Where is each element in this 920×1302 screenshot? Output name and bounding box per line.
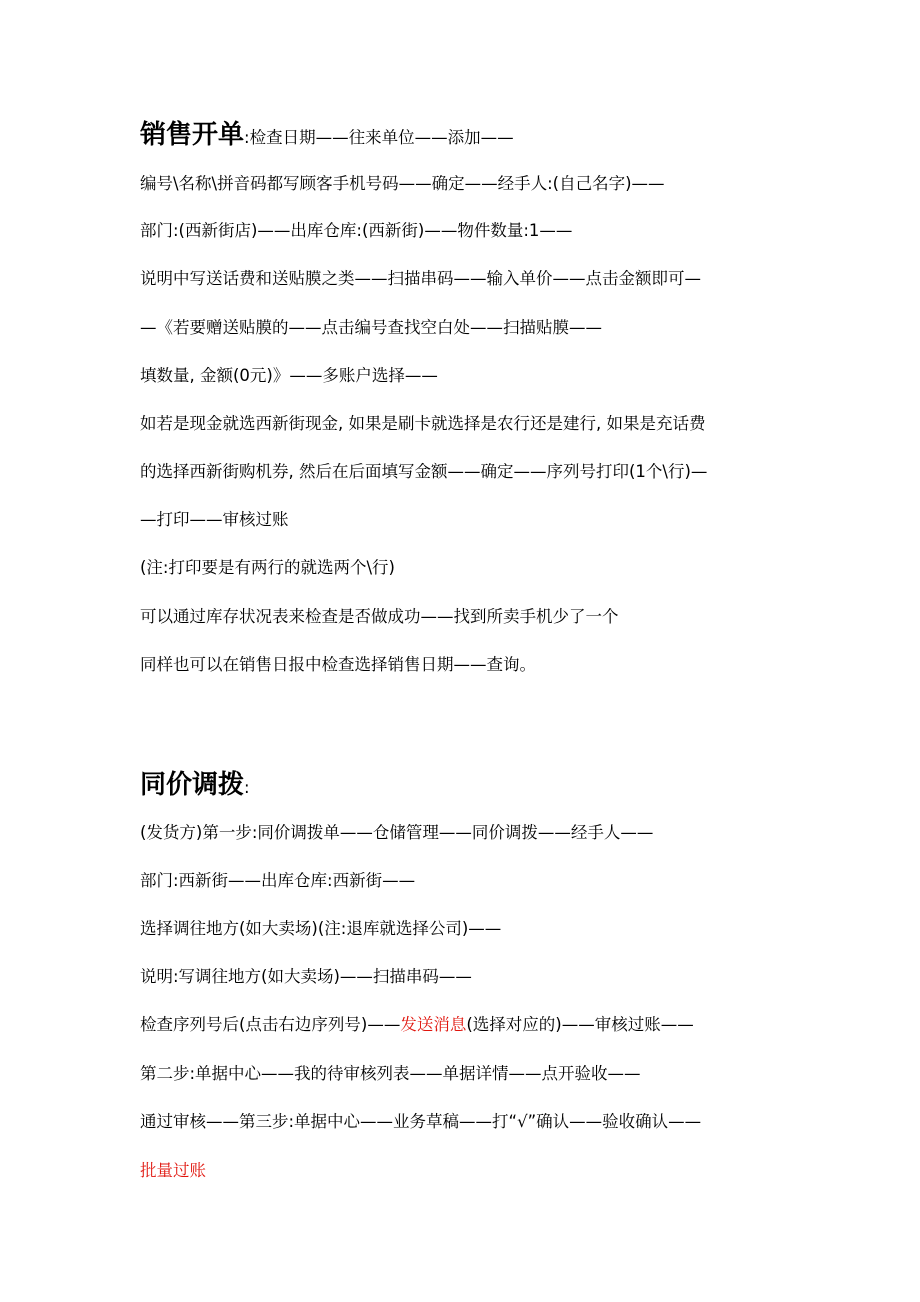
section1-line-2: 部门:(西新街店)——出库仓库:(西新街)——物件数量:1—— xyxy=(140,221,573,240)
section1-line-7: 的选择西新街购机券, 然后在后面填写金额——确定——序列号打印(1个\行)— xyxy=(140,462,708,481)
section2-line-3: 说明:写调往地方(如大卖场)——扫描串码—— xyxy=(140,967,472,986)
section2-title: 同价调拨 xyxy=(140,770,245,800)
section2-line-5: 第二步:单据中心——我的待审核列表——单据详情——点开验收—— xyxy=(140,1064,641,1083)
section1-line-1: 编号\名称\拼音码都写顾客手机号码——确定——经手人:(自己名字)—— xyxy=(140,174,665,193)
section1-line-6: 如若是现金就选西新街现金, 如果是刷卡就选择是农行还是建行, 如果是充话费 xyxy=(140,414,706,433)
batch-posting-highlight: 批量过账 xyxy=(140,1161,206,1180)
section1-title: 销售开单 xyxy=(140,120,245,150)
section1-line-9: (注:打印要是有两行的就选两个\行) xyxy=(140,558,395,577)
section2-line-1: 部门:西新街——出库仓库:西新街—— xyxy=(140,871,416,890)
section2-heading xyxy=(140,768,900,805)
section2-line-0: (发货方)第一步:同价调拨单——仓储管理——同价调拨——经手人—— xyxy=(140,823,654,842)
section1-line-8: —打印——审核过账 xyxy=(140,510,289,529)
section1-line-4: —《若要赠送贴膜的——点击编号查找空白处——扫描贴膜—— xyxy=(140,318,602,337)
section2-line-6: 通过审核——第三步:单据中心——业务草稿——打“√”确认——验收确认—— xyxy=(140,1112,702,1131)
section1-line-11: 同样也可以在销售日报中检查选择销售日期——查询。 xyxy=(140,655,536,674)
section1-heading xyxy=(140,118,900,155)
section2-line-4 xyxy=(140,1014,900,1036)
section2-title-suffix: : xyxy=(244,778,250,797)
section1-line-3: 说明中写送话费和送贴膜之类——扫描串码——输入单价——点击金额即可— xyxy=(140,269,701,288)
section1-line-5: 填数量, 金额(0元)》——多账户选择—— xyxy=(140,366,438,385)
section1-line-10: 可以通过库存状况表来检查是否做成功——找到所卖手机少了一个 xyxy=(140,607,619,626)
section1-line-0: :检查日期——往来单位——添加—— xyxy=(244,128,514,147)
section2-line-4-before: 检查序列号后(点击右边序列号)—— xyxy=(140,1015,401,1034)
section2-line-2: 选择调往地方(如大卖场)(注:退库就选择公司)—— xyxy=(140,919,502,938)
send-message-highlight: 发送消息 xyxy=(400,1015,467,1034)
section2-line-4-after: (选择对应的)——审核过账—— xyxy=(466,1015,694,1034)
